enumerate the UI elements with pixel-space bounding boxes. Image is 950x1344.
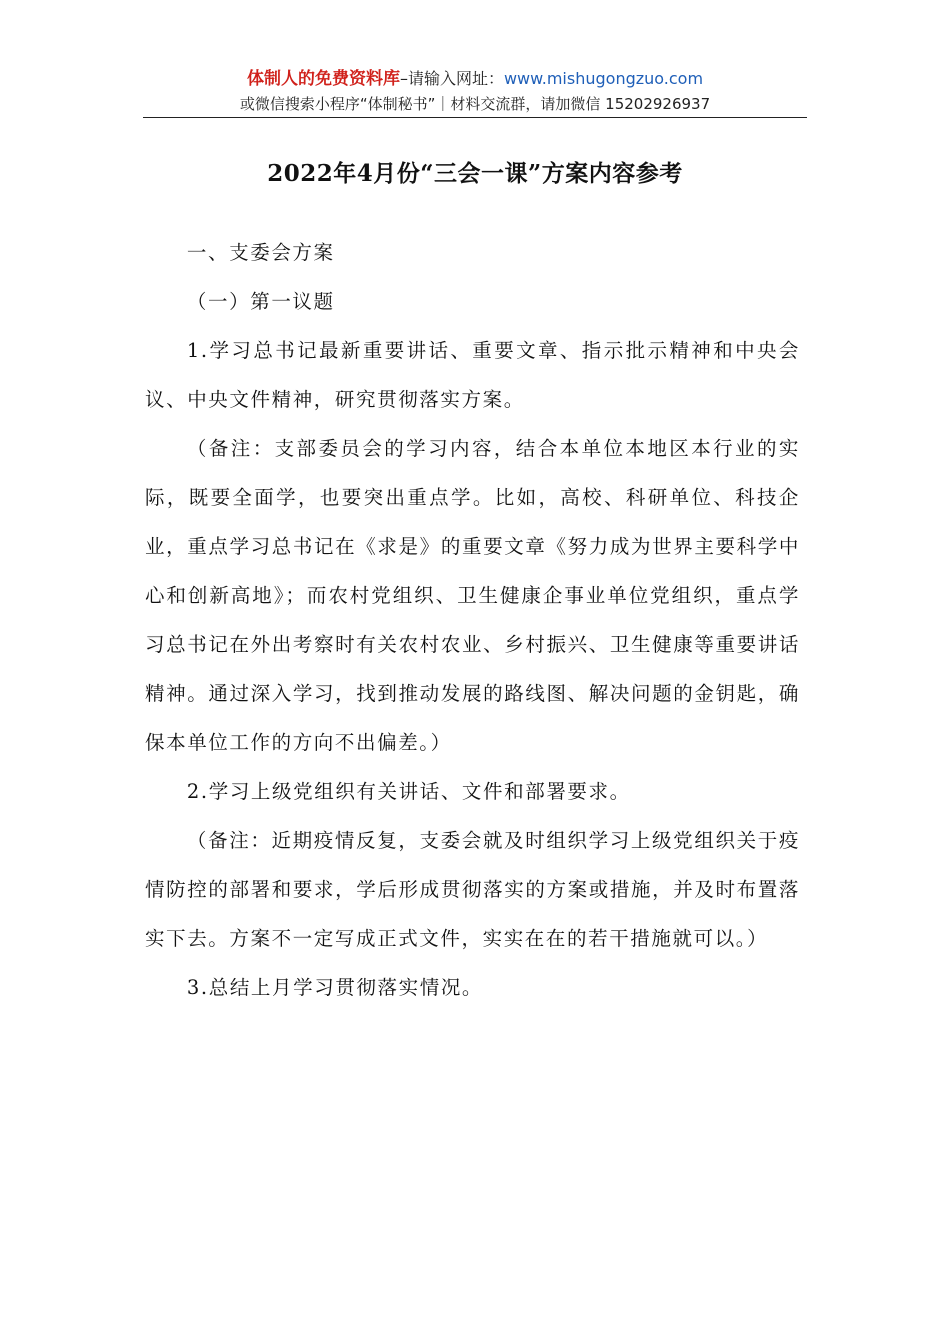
document-title: 2022年4月份“三会一课”方案内容参考 xyxy=(267,160,683,187)
header-divider xyxy=(143,117,807,118)
agenda-item-2: 2.学习上级党组织有关讲话、文件和部署要求。 xyxy=(186,780,631,803)
website-link[interactable]: www.mishugongzuo.com xyxy=(503,69,704,88)
header-line-2: 或微信搜索小程序“体制秘书”｜材料交流群，请加微信 15202926937 xyxy=(239,95,711,113)
subsection-heading: （一）第一议题 xyxy=(186,290,335,313)
note-paragraph-2: （备注：近期疫情反复，支委会就及时组织学习上级党组织关于疫情防控的部署和要求，学后形成贯彻落实的方案或措施，并及时布置落实下去。方案不一定写成正式文件，实实在在的若干措施就可以。） xyxy=(145,829,800,950)
brand-name: 体制人的免费资料库 xyxy=(246,69,400,89)
section-heading: 一、支委会方案 xyxy=(186,241,335,264)
agenda-item-1: 1.学习总书记最新重要讲话、重要文章、指示批示精神和中央会议、中央文件精神，研究贯彻落实方案。 xyxy=(145,339,800,411)
header-line-1 xyxy=(143,66,807,92)
url-prompt: –请输入网址： xyxy=(399,69,504,88)
note-paragraph-1: （备注：支部委员会的学习内容，结合本单位本地区本行业的实际，既要全面学，也要突出重点学。比如，高校、科研单位、科技企业，重点学习总书记在《求是》的重要文章《努力成为世界主要科学中心和创新高地》；而农村党组织、卫生健康企事业单位党组织，重点学习总书记在外出考察时有关农村农业、乡村振兴、卫生健康等重要讲话精神。通过深入学习，找到推动发展的路线图、解决问题的金钥匙，确保本单位工作的方向不出偏差。） xyxy=(145,437,800,754)
agenda-item-3: 3.总结上月学习贯彻落实情况。 xyxy=(186,976,484,999)
document-body xyxy=(145,228,800,1012)
page-header xyxy=(143,66,807,116)
